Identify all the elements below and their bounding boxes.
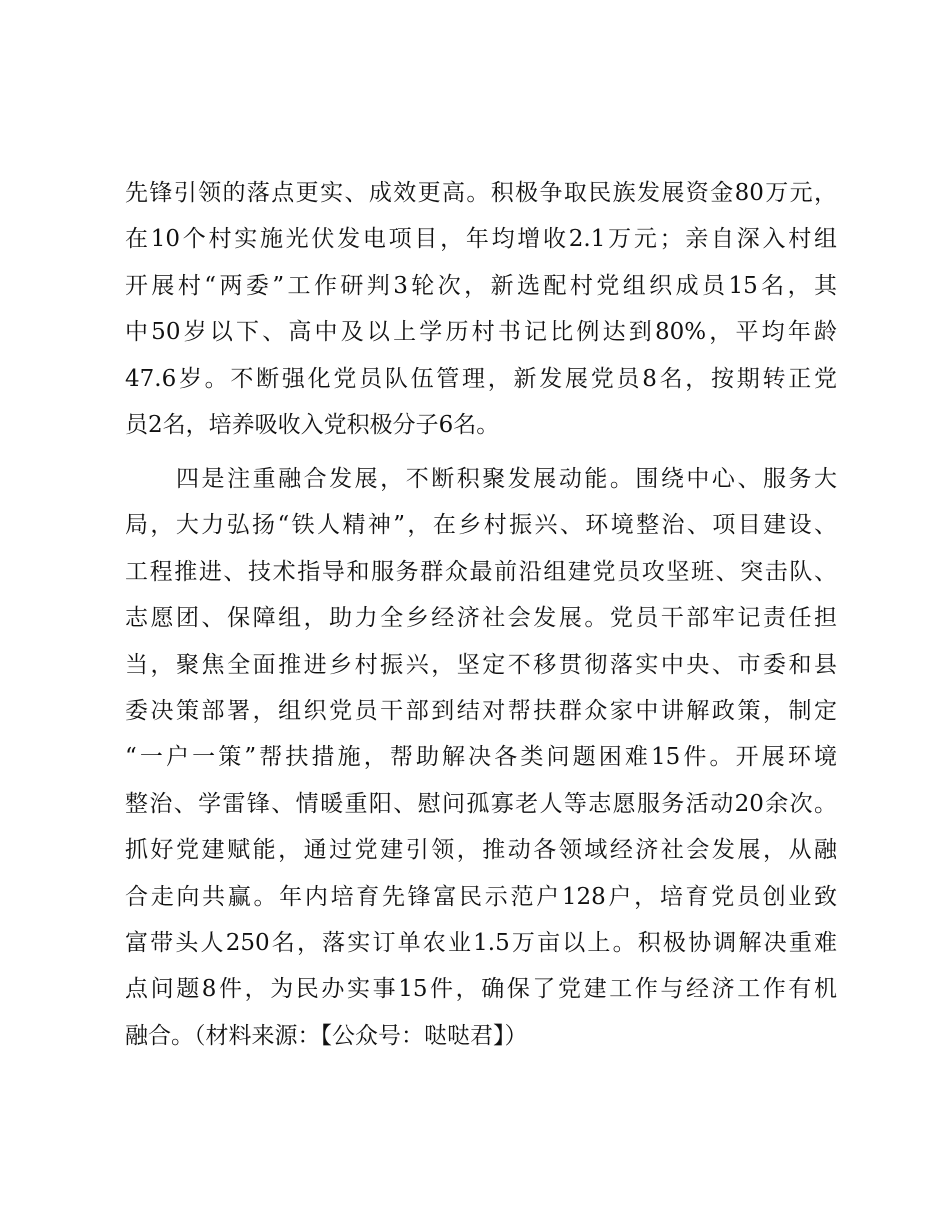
paragraph-line: 47.6岁。不断强化党员队伍管理，新发展党员8名，按期转正党 bbox=[125, 365, 837, 392]
paragraph-line: 委决策部署，组织党员干部到结对帮扶群众家中讲解政策，制定 bbox=[125, 697, 837, 724]
paragraph-1 bbox=[125, 170, 837, 448]
paragraph-line: “一户一策”帮扶措施，帮助解决各类问题困难15件。开展环境 bbox=[125, 744, 837, 771]
paragraph-line: 局，大力弘扬“铁人精神”，在乡村振兴、环境整治、项目建设、 bbox=[125, 512, 837, 539]
paragraph-line: 点问题8件，为民办实事15件，确保了党建工作与经济工作有机 bbox=[125, 976, 837, 1003]
paragraph-line: 融合。（材料来源：【公众号：哒哒君】） bbox=[125, 1022, 528, 1049]
paragraph-line: 富带头人250名，落实订单农业1.5万亩以上。积极协调解决重难 bbox=[125, 929, 837, 956]
paragraph-line: 整治、学雷锋、情暖重阳、慰问孤寡老人等志愿服务活动20余次。 bbox=[125, 790, 837, 817]
paragraph-line: 抓好党建赋能，通过党建引领，推动各领域经济社会发展，从融 bbox=[125, 837, 837, 864]
paragraph-line: 工程推进、技术指导和服务群众最前沿组建党员攻坚班、突击队、 bbox=[125, 558, 837, 585]
paragraph-line: 志愿团、保障组，助力全乡经济社会发展。党员干部牢记责任担 bbox=[125, 605, 837, 632]
paragraph-line: 先锋引领的落点更实、成效更高。积极争取民族发展资金80万元， bbox=[125, 180, 837, 206]
paragraph-line: 合走向共赢。年内培育先锋富民示范户128户，培育党员创业致 bbox=[125, 883, 837, 910]
paragraph-line: 员2名，培养吸收入党积极分子6名。 bbox=[125, 411, 500, 438]
paragraph-line: 中50岁以下、高中及以上学历村书记比例达到80%，平均年龄 bbox=[125, 319, 837, 346]
paragraph-line: 四是注重融合发展，不断积聚发展动能。围绕中心、服务大 bbox=[125, 466, 837, 492]
paragraph-2 bbox=[125, 456, 837, 1059]
paragraph-line: 当，聚焦全面推进乡村振兴，坚定不移贯彻落实中央、市委和县 bbox=[125, 651, 837, 678]
paragraph-line: 开展村“两委”工作研判3轮次，新选配村党组织成员15名，其 bbox=[125, 272, 837, 299]
paragraph-line: 在10个村实施光伏发电项目，年均增收2.1万元；亲自深入村组 bbox=[125, 226, 837, 253]
